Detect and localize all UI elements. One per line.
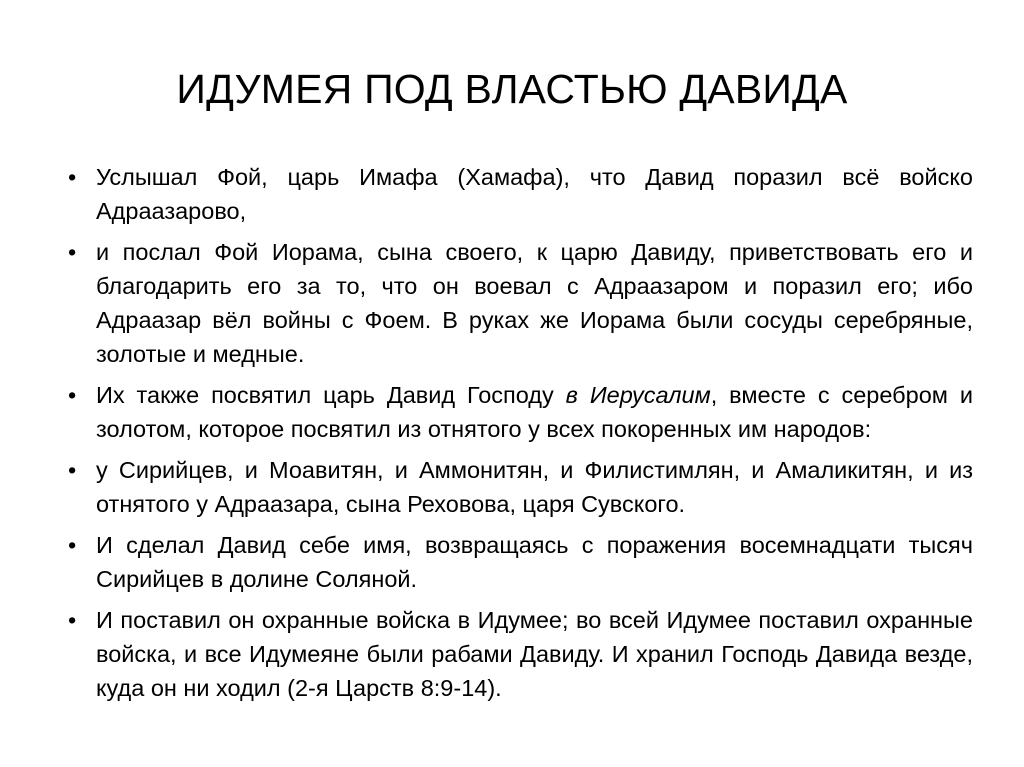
bullet-item: [68, 528, 973, 596]
bullet-dot: •: [68, 382, 77, 408]
bullet-dot: •: [68, 164, 77, 190]
bullet-dot: •: [68, 532, 77, 558]
bullet-item: [68, 378, 973, 446]
bullet-list: [68, 160, 973, 712]
bullet-item: [68, 160, 973, 228]
bullet-text: у Сирийцев, и Моавитян, и Аммонитян, и Филистимлян, и Амаликитян, и из отнятого у Адраазара, сына Реховова, царя Сувского.: [96, 457, 973, 517]
bullet-text: Услышал Фой, царь Имафа (Хамафа), что Давид поразил всё войско Адраазарово,: [96, 164, 973, 224]
bullet-text-italic: в Иерусалим: [565, 382, 711, 408]
bullet-dot: •: [68, 239, 77, 265]
bullet-text-part: , вместе с серебром и золотом, которое посвятил из отнятого у всех покоренных им народов:: [96, 382, 973, 442]
bullet-dot: •: [68, 607, 77, 633]
bullet-item: [68, 235, 973, 371]
bullet-text: И сделал Давид себе имя, возвращаясь с поражения восемнадцати тысяч Сирийцев в долине Соляной.: [96, 532, 973, 592]
bullet-text-part: Их также посвятил царь Давид Господу: [96, 382, 566, 408]
bullet-item: [68, 603, 973, 705]
bullet-text: [96, 378, 973, 446]
bullet-dot: •: [68, 457, 77, 483]
slide-title: ИДУМЕЯ ПОД ВЛАСТЬЮ ДАВИДА: [176, 66, 848, 112]
bullet-text: и послал Фой Иорама, сына своего, к царю Давиду, приветствовать его и благодарить его за то, что он воевал с Адраазаром и поразил его; ибо Адраазар вёл войны с Фоем. В руках же Иорама были сосуды серебряные, золотые и медные.: [96, 239, 973, 367]
bullet-item: [68, 453, 973, 521]
bullet-text: И поставил он охранные войска в Идумее; во всей Идумее поставил охранные войска, и все Идумеяне были рабами Давиду. И хранил Господь Давида везде, куда он ни ходил (2-я Царств 8:9-14).: [96, 607, 973, 701]
